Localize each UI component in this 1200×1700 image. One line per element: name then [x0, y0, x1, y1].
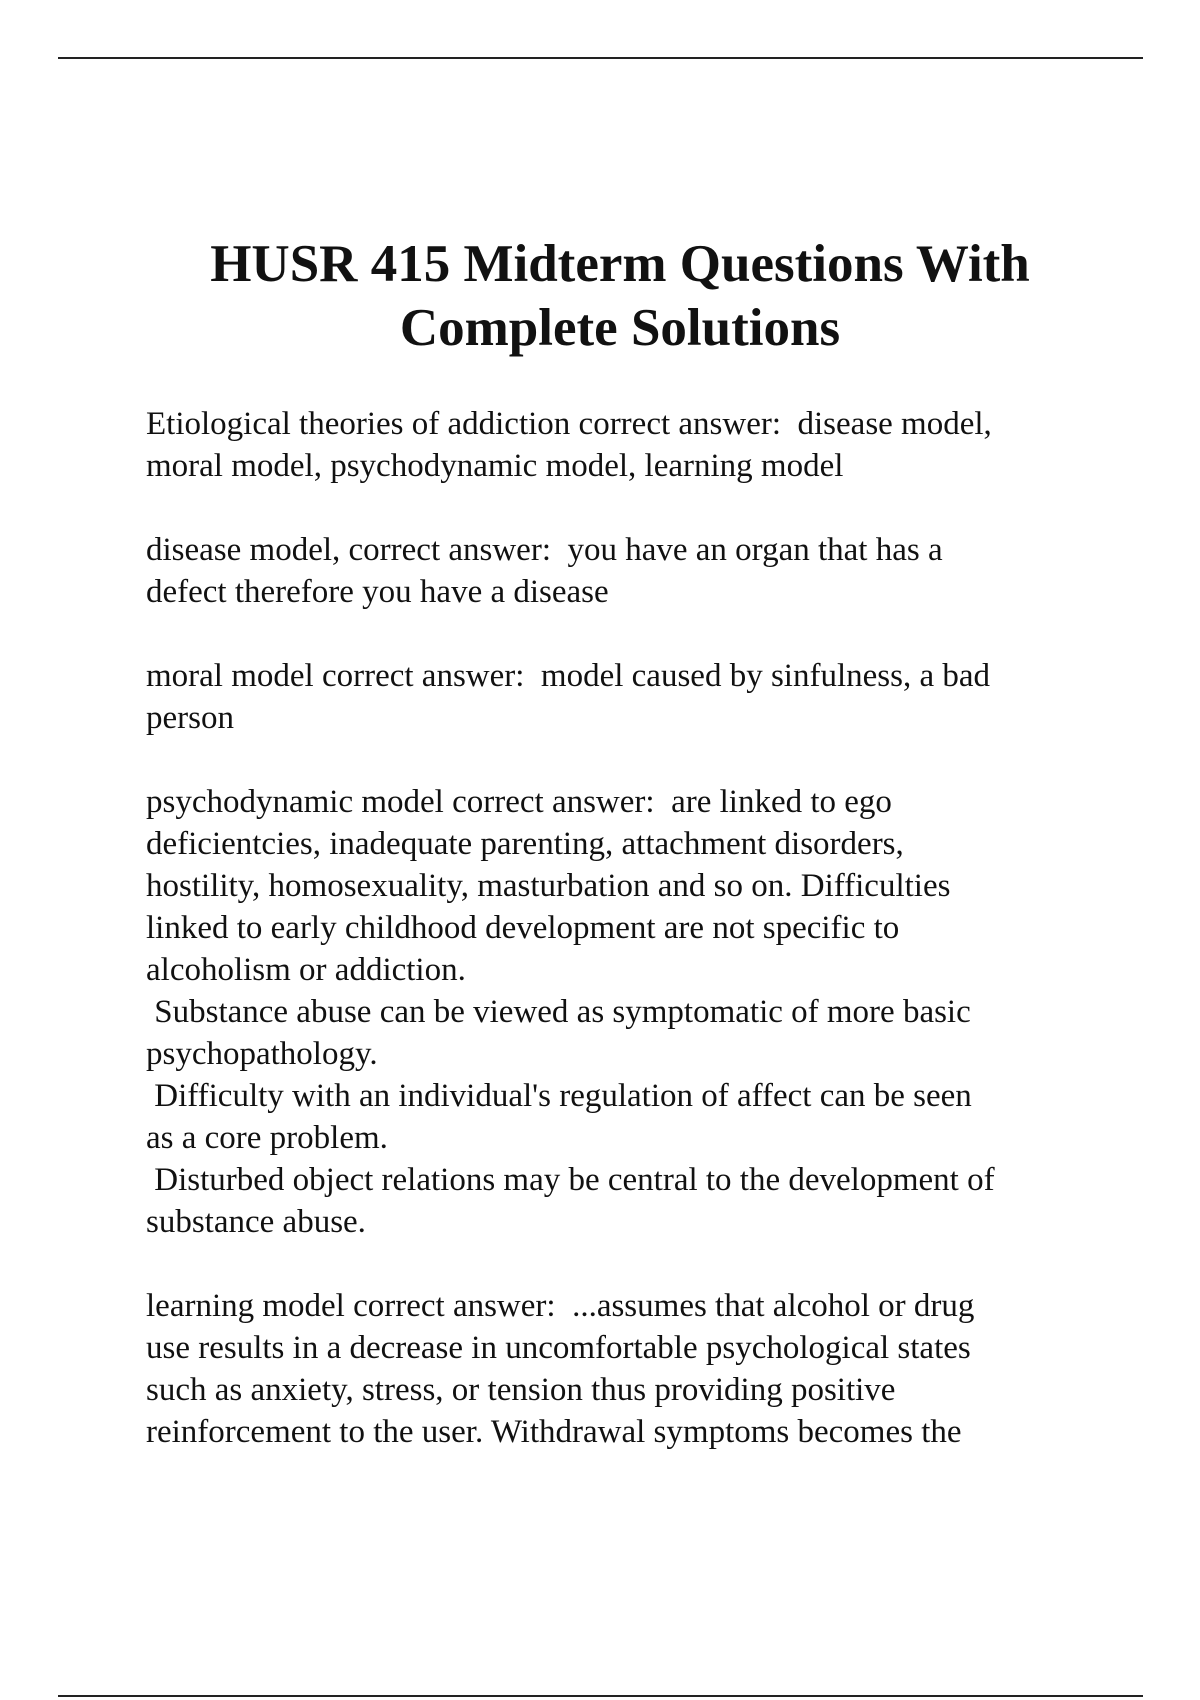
text-line: alcoholism or addiction.	[146, 952, 466, 988]
text-line: Etiological theories of addiction correct answer: disease model,	[146, 406, 992, 442]
text-line: disease model, correct answer: you have an organ that has a	[146, 532, 943, 568]
text-line: hostility, homosexuality, masturbation and so on. Difficulties	[146, 868, 951, 904]
text-line: psychodynamic model correct answer: are linked to ego	[146, 784, 892, 820]
qa-entry-etiological-theories	[146, 403, 1146, 487]
qa-entry-learning-model	[146, 1285, 1146, 1453]
text-line: deficientcies, inadequate parenting, attachment disorders,	[146, 826, 904, 862]
text-line: person	[146, 700, 234, 736]
qa-entry-moral-model	[146, 655, 1146, 739]
text-line: psychopathology.	[146, 1036, 378, 1072]
text-line: reinforcement to the user. Withdrawal symptoms becomes the	[146, 1414, 962, 1450]
text-line: Substance abuse can be viewed as symptomatic of more basic	[146, 994, 971, 1030]
text-line: Difficulty with an individual's regulation of affect can be seen	[146, 1078, 972, 1114]
text-line: as a core problem.	[146, 1120, 388, 1156]
bottom-rule	[58, 1695, 1143, 1697]
top-rule	[58, 57, 1143, 59]
text-line: moral model, psychodynamic model, learning model	[146, 448, 844, 484]
text-line: substance abuse.	[146, 1204, 366, 1240]
text-line: use results in a decrease in uncomfortable psychological states	[146, 1330, 971, 1366]
document-body	[146, 403, 1146, 1495]
qa-entry-disease-model	[146, 529, 1146, 613]
text-line: defect therefore you have a disease	[146, 574, 609, 610]
qa-entry-psychodynamic-model	[146, 781, 1146, 1243]
text-line: such as anxiety, stress, or tension thus providing positive	[146, 1372, 896, 1408]
text-line: linked to early childhood development are not specific to	[146, 910, 900, 946]
text-line: moral model correct answer: model caused by sinfulness, a bad	[146, 658, 990, 694]
text-line: Disturbed object relations may be central to the development of	[146, 1162, 995, 1198]
title-line: HUSR 415 Midterm Questions With	[210, 235, 1030, 293]
page-title	[100, 232, 1140, 360]
text-line: learning model correct answer: ...assumes that alcohol or drug	[146, 1288, 975, 1324]
title-line: Complete Solutions	[399, 299, 841, 357]
